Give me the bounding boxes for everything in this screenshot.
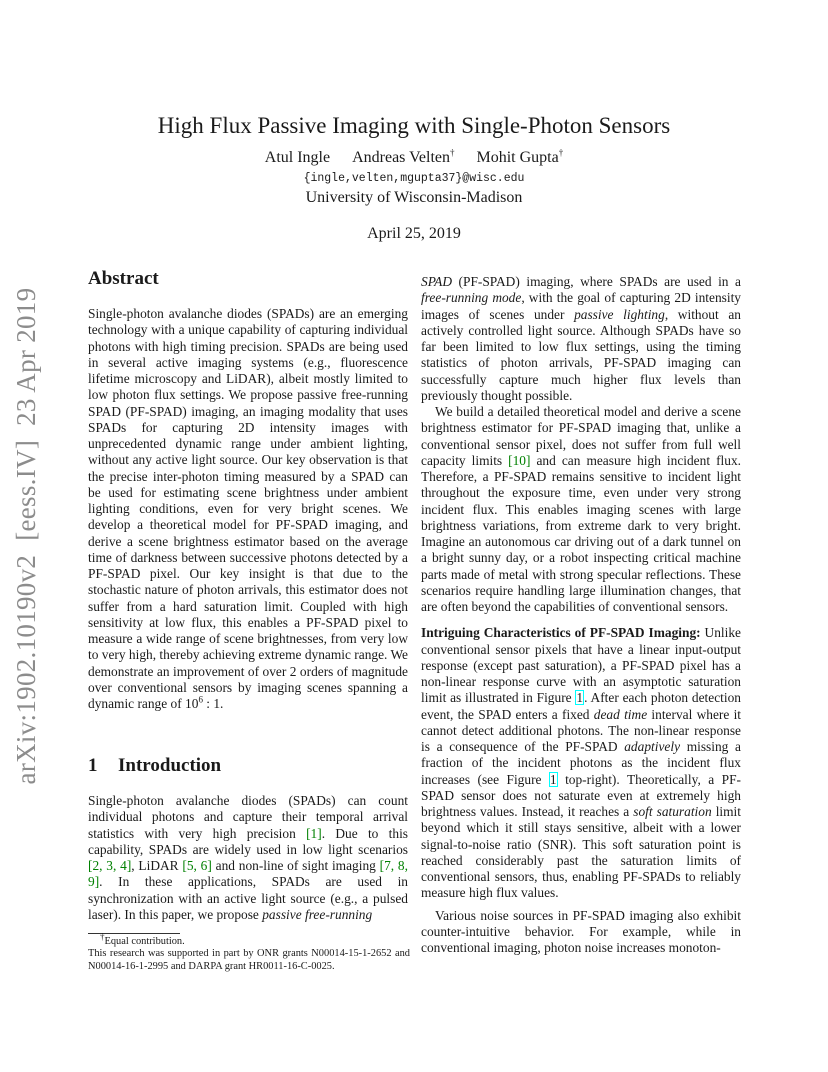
section-title: Introduction <box>118 755 222 776</box>
section-number: 1 <box>88 755 98 776</box>
author-email: {ingle,velten,mgupta37}@wisc.edu <box>303 172 525 185</box>
footnote-equal-contribution: †Equal contribution. <box>100 931 185 947</box>
figure-ref-link[interactable]: 1 <box>576 690 584 706</box>
intro-body-left <box>88 793 408 923</box>
footnote-funding: This research was supported in part by ONR grants N00014-15-1-2652 and N00014-16-1-2995 and DARPA grant HR0011-16-C-0025. <box>88 948 410 972</box>
abstract-body <box>88 306 408 712</box>
intro-paragraph-1: Single-photon avalanche diodes (SPADs) can count individual photons and capture their temporal arrival statistics with very high precision [1]. Due to this capability, SPADs are widely used in low light scenarios [2, 3, 4], LiDAR [5, 6] and non-line of sight imaging [7, 8, 9]. In these applications, SPADs are used in synchronization with an active light source (e.g., a pulsed laser). In this paper, we propose passive free-running <box>88 793 408 922</box>
citation-link[interactable]: [7, 8, 9] <box>88 858 408 890</box>
intro-body-right <box>421 274 741 956</box>
arxiv-category: [eess.IV] <box>10 439 41 541</box>
author-list <box>0 149 828 167</box>
citation-link[interactable]: [5, 6] <box>182 858 212 873</box>
intro-paragraph-4: Intriguing Characteristics of PF-SPAD Imaging: Unlike conventional sensor pixels that have a linear input-output response (except past saturation), a PF-SPAD pixel has a non-linear response curve with an asymptotic saturation limit as illustrated in Figure 1. After each photon detection event, the SPAD enters a fixed dead time interval where it cannot detect additional photons. The non-linear response is a consequence of the PF-SPAD adaptively missing a fraction of the incident photons as the incident flux increases (see Figure 1 top-right). Theoretically, a PF-SPAD sensor does not saturate even at extremely high brightness values. Instead, it reaches a soft saturation limit beyond which it still stays sensitive, albeit with a lower signal-to-noise ratio (SNR). This soft saturation point is reached considerably past the saturation limits of conventional sensors, thus, enabling PF-SPADs to reliably measure high flux values. <box>421 625 742 901</box>
paper-date: April 25, 2019 <box>367 225 461 242</box>
affiliation: University of Wisconsin-Madison <box>305 189 523 206</box>
section-heading-introduction <box>88 755 221 777</box>
abstract-paragraph: Single-photon avalanche diodes (SPADs) are an emerging technology with a unique capability of capturing individual photons with high timing precision. SPADs are being used in several active imaging systems (e.g., fluorescence lifetime microscopy and LiDAR), albeit mostly limited to low photon flux settings. We propose passive free-running SPAD (PF-SPAD) imaging, an imaging modality that uses SPADs for capturing 2D intensity images with unprecedented dynamic range under ambient lighting, without any active light source. Our key observation is that the precise inter-photon timing measured by a SPAD can be used for estimating scene brightness under ambient lighting conditions, even for very bright scenes. We develop a theoretical model for PF-SPAD imaging, and derive a scene brightness estimator based on the average time of darkness between successive photons detected by a PF-SPAD pixel. Our key insight is that due to the stochastic nature of photon arrivals, this estimator does not suffer from a hard saturation limit. Coupled with high sensitivity at low flux, this enables a PF-SPAD pixel to measure a wide range of scene brightnesses, from very low to very high, thereby achieving extreme dynamic range. We demonstrate an improvement of over 2 orders of magnitude over conventional sensors by imaging scenes spanning a dynamic range of $10^6$ : 1. <box>88 306 408 711</box>
intro-paragraph-5: Various noise sources in PF-SPAD imaging also exhibit counter-intuitive behavior. For example, while in conventional imaging, photon noise increases monoton- <box>421 907 741 955</box>
citation-link[interactable]: [1] <box>306 825 322 841</box>
figure-ref-link[interactable]: 1 <box>549 771 557 787</box>
arxiv-id: arXiv:1902.10190v2 <box>10 554 41 785</box>
author-1: Atul Ingle <box>264 149 331 166</box>
author-3: Mohit Gupta† <box>476 147 564 166</box>
citation-link[interactable]: [2, 3, 4] <box>88 858 132 873</box>
footnotes <box>88 931 410 973</box>
abstract-heading: Abstract <box>88 268 159 289</box>
citation-link[interactable]: [10] <box>508 452 531 468</box>
intro-paragraph-3: We build a detailed theoretical model and derive a scene brightness estimator for PF-SPAD imaging that, unlike a conventional sensor pixel, does not suffer from full well capacity limits [10] and can measure high incident flux. Therefore, a PF-SPAD remains sensitive to incident light throughout the exposure time, even under very strong incident flux. This enables imaging scenes with large brightness variations, from extreme dark to very bright. Imagine an autonomous car driving out of a dark tunnel on a bright sunny day, or a robot inspecting critical machine parts made of metal with strong specular reflections. These scenarios require handling large illumination changes, that are often beyond the capabilities of conventional sensors. <box>421 404 741 614</box>
paragraph-run-in-heading: Intriguing Characteristics of PF-SPAD Imaging: <box>421 625 701 641</box>
intro-paragraph-2: SPAD (PF-SPAD) imaging, where SPADs are used in a free-running mode, with the goal of capturing 2D intensity images of scenes under passive lighting, without an actively controlled light source. Although SPADs have so far been limited to low flux settings, using the timing statistics of photon arrivals, PF-SPAD imaging can successfully capture much higher flux levels than previously thought possible. <box>421 274 741 403</box>
author-2: Andreas Velten† <box>352 147 455 166</box>
paper-title: High Flux Passive Imaging with Single-Photon Sensors <box>157 113 671 138</box>
arxiv-date: 23 Apr 2019 <box>10 287 41 426</box>
